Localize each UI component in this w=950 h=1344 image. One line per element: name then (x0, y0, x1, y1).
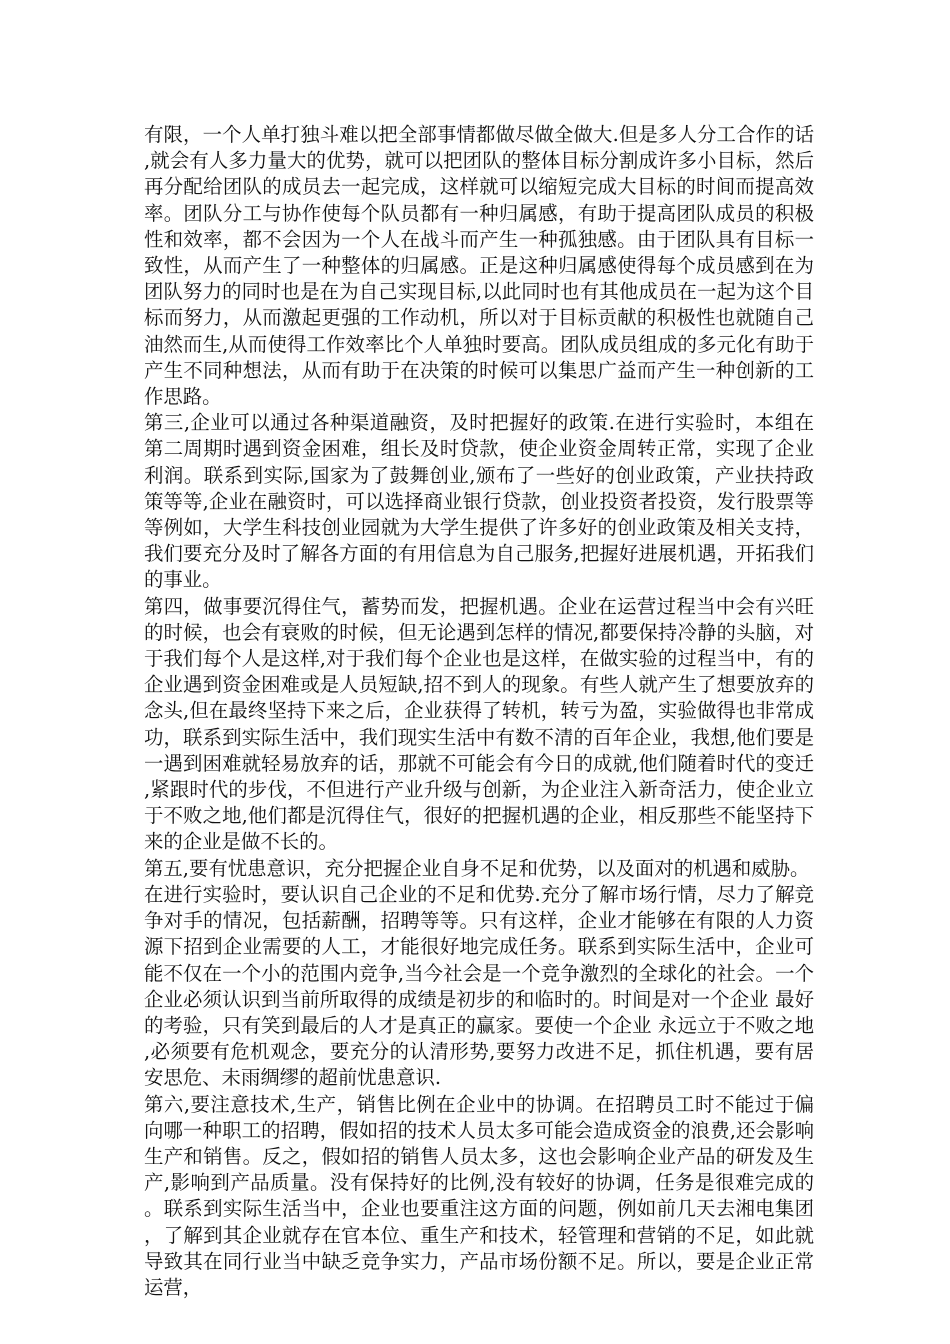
paragraph-sixth-point: 第六,要注意技术,生产，销售比例在企业中的协调。在招聘员工时不能过于偏向哪一种职工的招聘，假如招的技术人员太多可能会造成资金的浪费,还会影响生产和销售。反之，假如招的销售人员太多，这也会影响企业产品的研发及生产,影响到产品质量。没有保持好的比例,没有较好的协调，任务是很难完成的。联系到实际生活当中，企业也要重注这方面的问题，例如前几天去湘电集团，了解到其企业就存在官本位、重生产和技术，轻管理和营销的不足，如此就导致其在同行业当中缺乏竞争实力，产品市场份额不足。所以，要是企业正常运营， (144, 1092, 814, 1299)
document-body (144, 122, 814, 1301)
paragraph-fourth-point: 第四，做事要沉得住气，蓄势而发，把握机遇。企业在运营过程当中会有兴旺的时候，也会有衰败的时候，但无论遇到怎样的情况,都要保持冷静的头脑，对于我们每个人是这样,对于我们每个企业也是这样，在做实验的过程当中，有的企业遇到资金困难或是人员短缺,招不到人的现象。有些人就产生了想要放弃的念头,但在最终坚持下来之后，企业获得了转机，转亏为盈，实验做得也非常成功，联系到实际生活中，我们现实生活中有数不清的百年企业，我想,他们要是一遇到困难就轻易放弃的话，那就不可能会有今日的成就,他们随着时代的变迁,紧跟时代的步伐，不但进行产业升级与创新，为企业注入新奇活力，使企业立于不败之地,他们都是沉得住气，很好的把握机遇的企业，相反那些不能坚持下来的企业是做不长的。 (144, 594, 814, 854)
paragraph-teamwork: 有限，一个人单打独斗难以把全部事情都做尽做全做大.但是多人分工合作的话,就会有人多力量大的优势，就可以把团队的整体目标分割成许多小目标，然后再分配给团队的成员去一起完成，这样就可以缩短完成大目标的时间而提高效率。团队分工与协作使每个队员都有一种归属感，有助于提高团队成员的积极性和效率，都不会因为一个人在战斗而产生一种孤独感。由于团队具有目标一致性，从而产生了一种整体的归属感。正是这种归属感使得每个成员感到在为团队努力的同时也是在为自己实现目标,以此同时也有其他成员在一起为这个目标而努力，从而激起更强的工作动机，所以对于目标贡献的积极性也就随自己油然而生,从而使得工作效率比个人单独时要高。团队成员组成的多元化有助于产生不同种想法，从而有助于在决策的时候可以集思广益而产生一种创新的工作思路。 (144, 123, 814, 409)
paragraph-third-point: 第三,企业可以通过各种渠道融资，及时把握好的政策.在进行实验时，本组在第二周期时遇到资金困难，组长及时贷款，使企业资金周转正常，实现了企业利润。联系到实际,国家为了鼓舞创业,颁布了一些好的创业政策，产业扶持政策等等,企业在融资时，可以选择商业银行贷款，创业投资者投资，发行股票等等例如，大学生科技创业园就为大学生提供了许多好的创业政策及相关支持，我们要充分及时了解各方面的有用信息为自己服务,把握好进展机遇，开拓我们的事业。 (144, 411, 814, 592)
paragraph-fifth-point-body: 在进行实验时，要认识自己企业的不足和优势.充分了解市场行情，尽力了解竞争对手的情况，包括薪酬，招聘等等。只有这样，企业才能够在有限的人力资源下招到企业需要的人工，才能很好地完成任务。联系到实际生活中，企业可能不仅在一个小的范围内竞争,当今社会是一个竞争激烈的全球化的社会。一个企业必须认识到当前所取得的成绩是初步的和临时的。时间是对一个企业 最好的考验，只有笑到最后的人才是真正的赢家。要使一个企业 永远立于不败之地,必须要有危机观念，要充分的认清形势,要努力改进不足，抓住机遇，要有居安思危、未雨绸缪的超前忧患意识. (144, 882, 814, 1090)
paragraph-fifth-point-heading: 第五,要有忧患意识，充分把握企业自身不足和优势，以及面对的机遇和威胁。 (144, 856, 810, 880)
